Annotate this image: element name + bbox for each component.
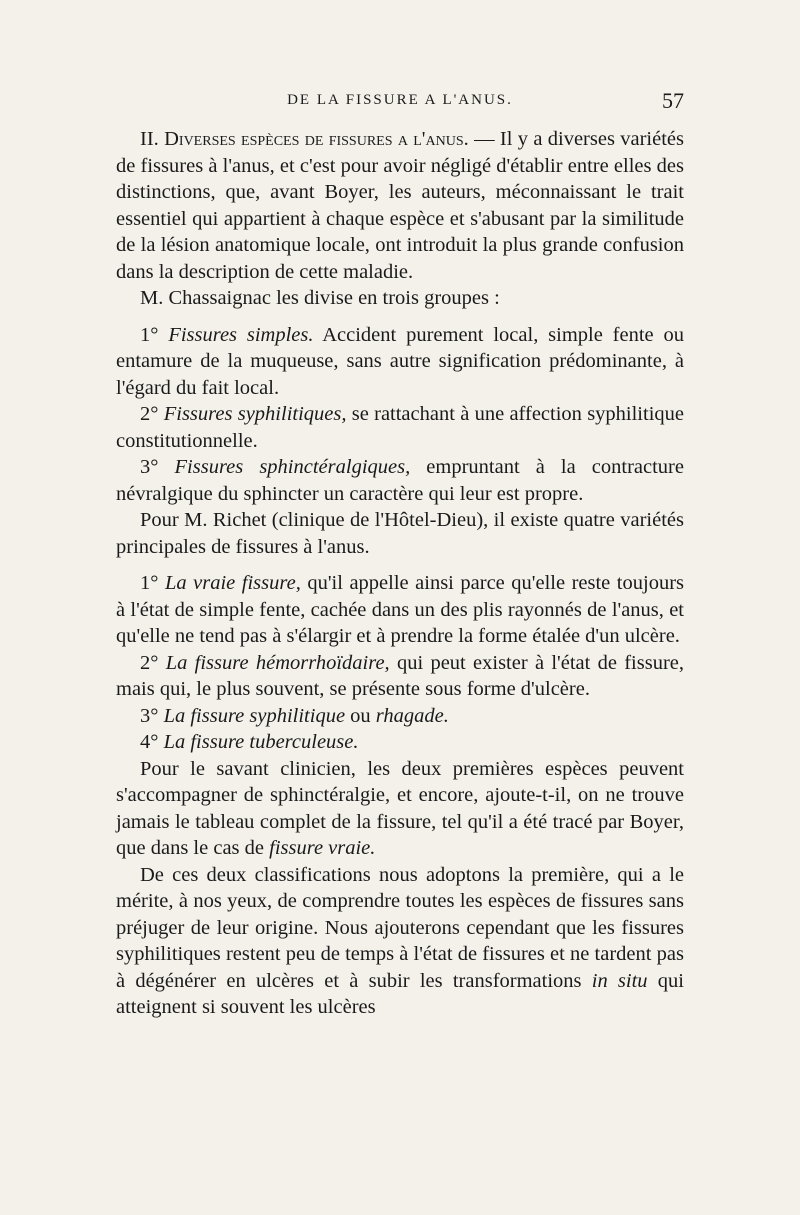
paragraph-intro: II. Diverses espèces de fissures a l'anus. — Il y a diverses variétés de fissures à l'anus, et c'est pour avoir négligé d'établir entre elles des distinctions, que, avant Boyer, les auteurs, méconnaissant le trait essentiel qui appartient à chaque espèce et s'abusant par la similitude de la lésion anatomique locale, ont introduit la plus grande confusion dans la description de cette maladie. (116, 128, 684, 283)
paragraph-clinician: Pour le savant clinicien, les deux premières espèces peuvent s'accompagner de sphinctéralgie, et encore, ajoute-t-il, on ne trouve jamais le tableau complet de la fissure, tel qu'il a été tracé par Boyer, que dans le cas de fissure vraie. (116, 757, 684, 859)
paragraph-classification: De ces deux classifications nous adoptons la première, qui a le mérite, à nos yeux, de comprendre toutes les espèces de fissures sans préjuger de leur origine. Nous ajouterons cependant que les fissures syphilitiques restent peu de temps à l'état de fissures et ne tardent pas à dégénérer en ulcères et à subir les transformations in situ qui atteignent si souvent les ulcères (116, 863, 684, 1018)
page-number: 57 (662, 88, 684, 113)
page-header (116, 88, 684, 126)
richet-variety-2: 2° La fissure hémorrhoïdaire, qui peut exister à l'état de fissure, mais qui, le plus souvent, se présente sous forme d'ulcère. (116, 651, 684, 700)
section-title: Diverses espèces de fissures a l'anus. (164, 128, 469, 150)
richet-variety-3: 3° La fissure syphilitique ou rhagade. (140, 704, 449, 727)
chassaignac-group-1: 1° Fissures simples. Accident purement local, simple fente ou entamure de la muqueuse, sans autre signification prédominante, à l'égard du fait local. (116, 323, 685, 399)
body-text (116, 126, 684, 1021)
richet-variety-1: 1° La vraie fissure, qu'il appelle ainsi parce qu'elle reste toujours à l'état de simple fente, cachée dans un des plis rayonnés de l'anus, et qu'elle ne tend pas à s'élargir et à prendre la forme étalée d'un ulcère. (116, 572, 684, 647)
richet-variety-4: 4° La fissure tuberculeuse. (140, 731, 359, 753)
running-title: DE LA FISSURE A L'ANUS. (287, 92, 513, 108)
paragraph-richet: Pour M. Richet (clinique de l'Hôtel-Dieu), il existe quatre variétés principales de fissures à l'anus. (116, 509, 684, 558)
chassaignac-group-3: 3° Fissures sphinctéralgiques, empruntant à la contracture névralgique du sphincter un caractère qui leur est propre. (116, 456, 684, 505)
paragraph-chassaignac: M. Chassaignac les divise en trois groupes : (140, 287, 500, 309)
chassaignac-group-2: 2° Fissures syphilitiques, se rattachant à une affection syphilitique constitutionnelle. (116, 403, 684, 452)
